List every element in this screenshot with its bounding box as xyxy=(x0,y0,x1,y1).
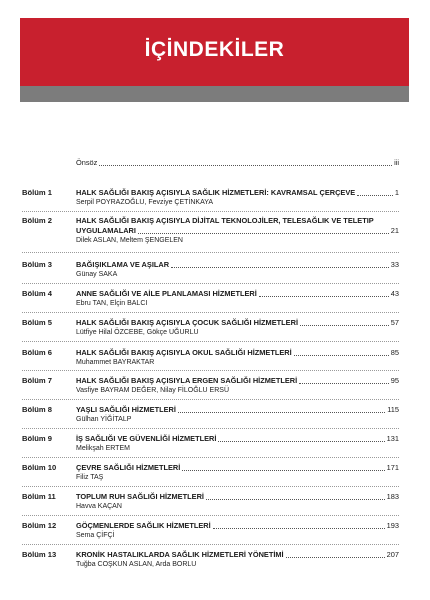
toc-title-line xyxy=(76,492,399,502)
chapter-authors: Dilek ASLAN, Meltem ŞENGELEN xyxy=(76,237,183,244)
chapter-title: GÖÇMENLERDE SAĞLIK HİZMETLERİ xyxy=(76,521,211,530)
chapter-title-first-line: HALK SAĞLIĞI BAKIŞ AÇISIYLA DİJİTAL TEKNOLOJİLER, TELESAĞLIK VE TELETIP xyxy=(76,216,374,225)
chapter-authors: Günay SAKA xyxy=(76,271,118,278)
chapter-label: Bölüm 3 xyxy=(22,260,52,269)
toc-entry-content xyxy=(76,492,399,512)
entry-divider xyxy=(22,515,399,517)
toc-title-line xyxy=(76,521,399,531)
title-banner xyxy=(20,18,409,86)
toc-title-line xyxy=(76,289,399,299)
chapter-authors: Havva KAÇAN xyxy=(76,503,122,510)
entry-divider xyxy=(22,457,399,459)
entry-divider xyxy=(22,211,399,213)
entry-divider xyxy=(22,252,399,254)
chapter-title: BAĞIŞIKLAMA VE AŞILAR xyxy=(76,260,170,269)
chapter-label: Bölüm 9 xyxy=(22,434,52,443)
dot-leader xyxy=(299,383,389,384)
chapter-authors: Lütfiye Hilal ÖZCEBE, Gökçe UĞURLU xyxy=(76,329,199,336)
chapter-title: KRONİK HASTALIKLARDA SAĞLIK HİZMETLERİ YÖNETİMİ xyxy=(76,550,284,559)
chapter-authors: Tuğba COŞKUN ASLAN, Arda BORLU xyxy=(76,561,197,568)
toc-entry-content xyxy=(76,158,399,168)
dot-leader xyxy=(300,325,389,326)
chapter-title: HALK SAĞLIĞI BAKIŞ AÇISIYLA ÇOCUK SAĞLIĞI HİZMETLERİ xyxy=(76,318,298,327)
chapter-label: Bölüm 11 xyxy=(22,492,56,501)
toc-title-line xyxy=(76,260,399,270)
entry-divider xyxy=(22,341,399,343)
toc-page-number: 33 xyxy=(390,260,399,269)
entry-divider xyxy=(22,544,399,546)
chapter-authors: Vasfiye BAYRAM DEĞER, Nilay FİLOĞLU ERSÜ xyxy=(76,387,229,394)
toc-page-number: 171 xyxy=(386,463,399,472)
dot-leader xyxy=(286,557,385,558)
chapter-label: Bölüm 5 xyxy=(22,318,52,327)
toc-title-line xyxy=(76,550,399,560)
dot-leader xyxy=(182,470,384,471)
chapter-title: HALK SAĞLIĞI BAKIŞ AÇISIYLA OKUL SAĞLIĞI HİZMETLERİ xyxy=(76,348,292,357)
chapter-title: UYGULAMALARI xyxy=(76,226,136,235)
entry-divider xyxy=(22,312,399,314)
chapter-title: İŞ SAĞLIĞI VE GÜVENLİĞİ HİZMETLERİ xyxy=(76,434,217,443)
entry-divider xyxy=(22,399,399,401)
chapter-label: Bölüm 1 xyxy=(22,188,52,197)
dot-leader xyxy=(259,296,389,297)
banner-underline xyxy=(20,86,409,102)
entry-divider xyxy=(22,428,399,430)
chapter-title: ÇEVRE SAĞLIĞI HİZMETLERİ xyxy=(76,463,181,472)
dot-leader xyxy=(357,195,393,196)
chapter-label: Bölüm 7 xyxy=(22,376,52,385)
chapter-label: Bölüm 2 xyxy=(22,216,52,225)
chapter-authors: Muhammet BAYRAKTAR xyxy=(76,359,155,366)
toc-entry-content xyxy=(76,318,399,338)
toc-page-number: 131 xyxy=(386,434,399,443)
chapter-authors: Serpil POYRAZOĞLU, Fevziye ÇETİNKAYA xyxy=(76,199,214,206)
chapter-title: YAŞLI SAĞLIĞI HİZMETLERİ xyxy=(76,405,176,414)
toc-entry-content xyxy=(76,260,399,280)
toc-page-number: 115 xyxy=(387,405,399,414)
entry-divider xyxy=(22,370,399,372)
toc-title-line xyxy=(76,463,399,473)
toc-entry-content xyxy=(76,550,399,570)
toc-entry-content xyxy=(76,348,399,368)
toc-title: Önsöz xyxy=(76,158,98,167)
toc-title-line xyxy=(76,158,399,168)
chapter-label: Bölüm 4 xyxy=(22,289,52,298)
toc-page-number: 57 xyxy=(390,318,399,327)
toc-title-line xyxy=(76,226,399,236)
chapter-label: Bölüm 6 xyxy=(22,348,52,357)
toc-page-number: 95 xyxy=(390,376,399,385)
dot-leader xyxy=(206,499,385,500)
entry-divider xyxy=(22,486,399,488)
chapter-label: Bölüm 10 xyxy=(22,463,57,472)
dot-leader xyxy=(171,267,389,268)
chapter-title: ANNE SAĞLIĞI VE AİLE PLANLAMASI HİZMETLERİ xyxy=(76,289,257,298)
chapter-label: Bölüm 13 xyxy=(22,550,57,559)
toc-title-line xyxy=(76,405,399,415)
chapter-label: Bölüm 8 xyxy=(22,405,52,414)
chapter-label: Bölüm 12 xyxy=(22,521,57,530)
toc-title-line xyxy=(76,318,399,328)
chapter-title: HALK SAĞLIĞI BAKIŞ AÇISIYLA SAĞLIK HİZMETLERİ: KAVRAMSAL ÇERÇEVE xyxy=(76,188,356,197)
toc-entry-content xyxy=(76,405,399,425)
dot-leader xyxy=(213,528,385,529)
toc-entry-content xyxy=(76,521,399,541)
chapter-authors: Melikşah ERTEM xyxy=(76,445,130,452)
dot-leader xyxy=(99,165,392,166)
toc-entry-content xyxy=(76,188,399,208)
dot-leader xyxy=(218,441,384,442)
toc-page-number: 43 xyxy=(390,289,399,298)
page-title: İÇİNDEKİLER xyxy=(144,38,285,61)
chapter-authors: Filiz TAŞ xyxy=(76,474,104,481)
entry-divider xyxy=(22,283,399,285)
toc-entry-content xyxy=(76,463,399,483)
dot-leader xyxy=(294,355,389,356)
chapter-title: TOPLUM RUH SAĞLIĞI HİZMETLERİ xyxy=(76,492,204,501)
toc-page-number: iii xyxy=(394,158,399,167)
chapter-title: HALK SAĞLIĞI BAKIŞ AÇISIYLA ERGEN SAĞLIĞI HİZMETLERİ xyxy=(76,376,298,385)
toc-entry-content xyxy=(76,376,399,396)
dot-leader xyxy=(178,412,385,413)
dot-leader xyxy=(138,233,389,234)
toc-title-line xyxy=(76,376,399,386)
toc-entry-content xyxy=(76,289,399,309)
chapter-authors: Ebru TAN, Elçin BALCI xyxy=(76,300,148,307)
toc-page-number: 85 xyxy=(390,348,399,357)
toc-title-line xyxy=(76,434,399,444)
toc-page-number: 207 xyxy=(386,550,399,559)
toc-entry-content xyxy=(76,434,399,454)
chapter-authors: Gülhan YİĞİTALP xyxy=(76,416,132,423)
toc-page-number: 193 xyxy=(386,521,399,530)
toc-title-line xyxy=(76,348,399,358)
toc-entry-content xyxy=(76,216,399,246)
toc-page-number: 21 xyxy=(390,226,399,235)
chapter-authors: Sema ÇİFÇİ xyxy=(76,532,115,539)
toc-page-number: 1 xyxy=(394,188,399,197)
toc-title-line xyxy=(76,188,399,198)
toc-page-number: 183 xyxy=(386,492,399,501)
